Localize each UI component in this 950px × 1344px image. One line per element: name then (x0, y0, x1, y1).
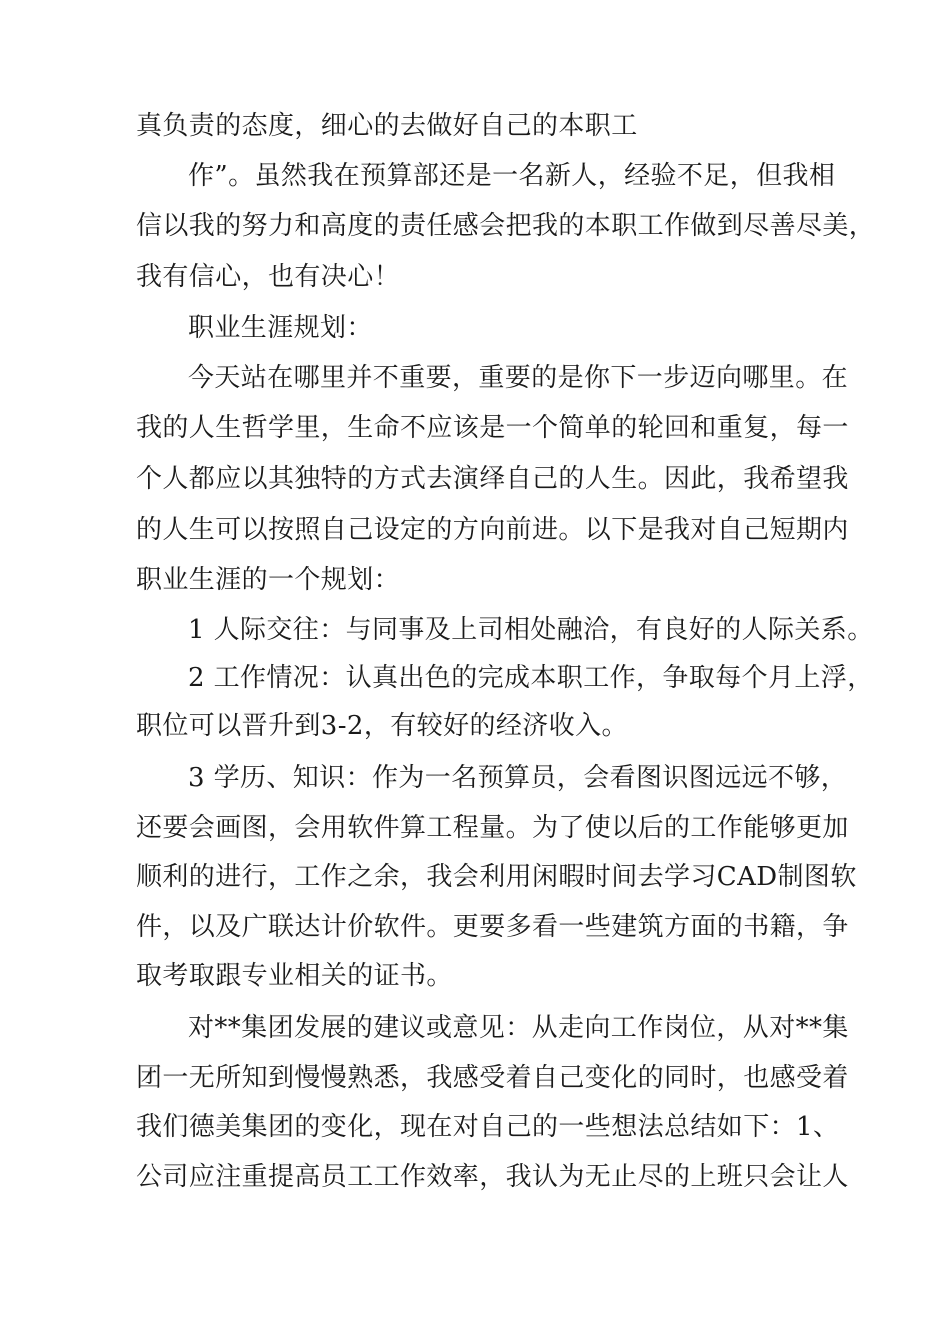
text-line: 信以我的努力和高度的责任感会把我的本职工作做到尽善尽美， (136, 211, 876, 241)
text-line: 顺利的进行，工作之余，我会利用闲暇时间去学习CAD制图软 (136, 862, 857, 892)
list-item: 3 学历、知识：作为一名预算员，会看图识图远远不够， (188, 763, 848, 793)
text-line: 的人生可以按照自己设定的方向前进。以下是我对自己短期内 (136, 515, 849, 545)
list-item: 2 工作情况：认真出色的完成本职工作，争取每个月上浮， (188, 663, 874, 693)
text-line: 职业生涯的一个规划： (136, 565, 401, 595)
text-line: 个人都应以其独特的方式去演绎自己的人生。因此，我希望我 (136, 464, 849, 494)
text-line: 我们德美集团的变化，现在对自己的一些想法总结如下：1、 (136, 1112, 840, 1142)
section-heading: 职业生涯规划： (188, 313, 373, 343)
text-line: 件，以及广联达计价软件。更要多看一些建筑方面的书籍，争 (136, 912, 849, 942)
list-item: 1 人际交往：与同事及上司相处融洽，有良好的人际关系。 (188, 615, 874, 645)
text-line: 公司应注重提高员工工作效率，我认为无止尽的上班只会让人 (136, 1162, 849, 1192)
text-line: 今天站在哪里并不重要，重要的是你下一步迈向哪里。在 (188, 363, 849, 393)
text-line: 作”。虽然我在预算部还是一名新人，经验不足，但我相 (188, 161, 836, 191)
text-line: 取考取跟专业相关的证书。 (136, 961, 453, 991)
text-line: 我的人生哲学里，生命不应该是一个简单的轮回和重复，每一 (136, 413, 849, 443)
text-line: 还要会画图，会用软件算工程量。为了使以后的工作能够更加 (136, 813, 849, 843)
text-line: 团一无所知到慢慢熟悉，我感受着自己变化的同时，也感受着 (136, 1063, 849, 1093)
text-line: 职位可以晋升到3-2，有较好的经济收入。 (136, 711, 628, 741)
text-line: 真负责的态度，细心的去做好自己的本职工 (136, 111, 638, 141)
text-line: 我有信心，也有决心！ (136, 262, 401, 292)
text-line: 对**集团发展的建议或意见：从走向工作岗位，从对**集 (188, 1013, 849, 1043)
